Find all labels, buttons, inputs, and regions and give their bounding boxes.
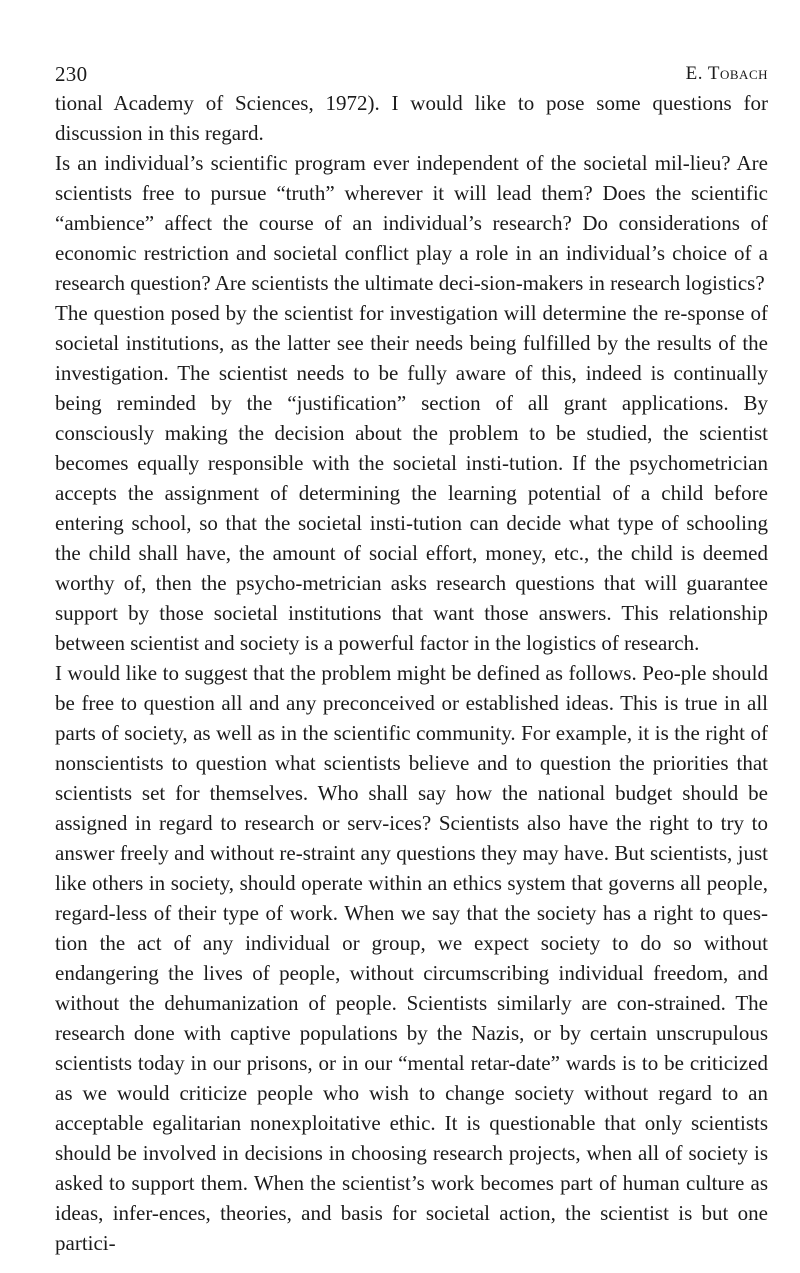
running-head-author: E. Tobach [685,63,768,84]
paragraph-societal-response: The question posed by the scientist for investigation will determine the re-sponse of societal institutions, as the latter see their needs being fulfilled by the results of the investigation. The scientist needs to be fully aware of this, indeed is continually being reminded by the “justification” section of all grant applications. By consciously making the decision about the problem to be studied, the scientist becomes equally responsible with the societal insti-tution. If the psychometrician accepts the assignment of determining the learning potential of a child before entering school, so that the societal insti-tution can decide what type of schooling the child shall have, the amount of social effort, money, etc., the child is deemed worthy of, then the psycho-metrician asks research questions that will guarantee support by those societal institutions that want those answers. This relationship between scientist and society is a powerful factor in the logistics of research. [55,301,768,655]
body-text [55,88,768,1258]
page-number: 230 [55,62,88,86]
book-page [55,0,768,1255]
paragraph-problem-definition: I would like to suggest that the problem might be defined as follows. Peo-ple should be free to question all and any preconceived or established ideas. This is true in all parts of society, as well as in the scientific community. For example, it is the right of nonscientists to question what scientists believe and to question the priorities that scientists set for themselves. Who shall say how the national budget should be assigned in regard to research or serv-ices? Scientists also have the right to try to answer freely and without re-straint any questions they may have. But scientists, just like others in society, should operate within an ethics system that governs all people, regard-less of their type of work. When we say that the society has a right to ques-tion the act of any individual or group, we expect society to do so without endangering the lives of people, without circumscribing individual freedom, and without the dehumanization of people. Scientists similarly are con-strained. The research done with captive populations by the Nazis, or by certain unscrupulous scientists today in our prisons, or in our “mental retar-date” wards is to be criticized as we would criticize people who wish to change society without regard to an acceptable egalitarian nonexploitative ethic. It is questionable that only scientists should be involved in decisions in choosing research projects, when all of society is asked to support them. When the scientist’s work becomes part of human culture as ideas, infer-ences, theories, and basis for societal action, the scientist is but one partici- [55,661,768,1255]
paragraph-continued: tional Academy of Sciences, 1972). I would like to pose some questions for discussion in this regard. [55,91,768,145]
page-header [55,0,768,90]
paragraph-questions: Is an individual’s scientific program ever independent of the societal mil-lieu? Are scientists free to pursue “truth” wherever it will lead them? Does the scientific “ambience” affect the course of an individual’s research? Do considerations of economic restriction and societal conflict play a role in an individual’s choice of a research question? Are scientists the ultimate deci-sion-makers in research logistics? [55,151,768,295]
